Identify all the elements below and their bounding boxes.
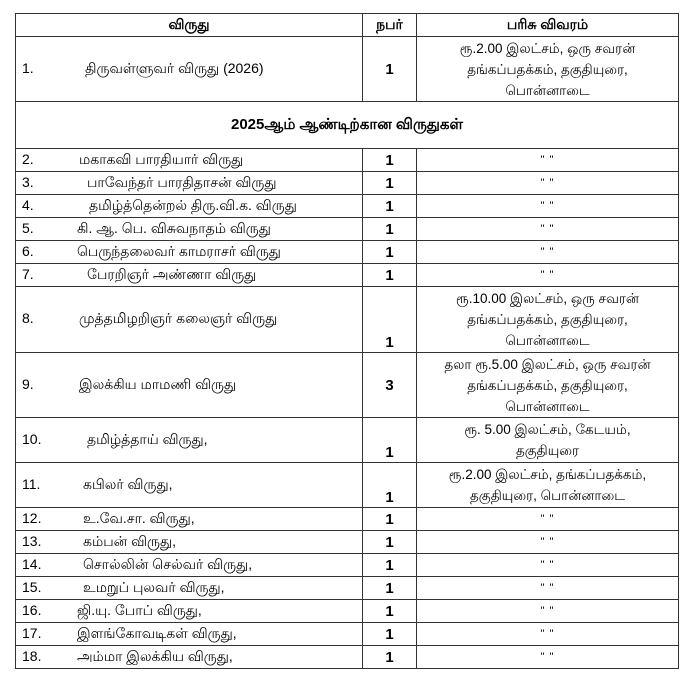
table-row [16, 600, 679, 623]
prize-details: " " [417, 508, 679, 531]
award-name: தமிழ்த்தென்றல் திரு.வி.க. விருது [89, 196, 297, 213]
row-number: 18. [22, 647, 42, 664]
award-count: 1 [363, 149, 417, 172]
table-row [16, 353, 679, 418]
award-name: இலக்கிய மாமணி விருது [79, 375, 237, 392]
header-count: நபர் [363, 14, 417, 37]
prize-details: தலா ரூ.5.00 இலட்சம், ஒரு சவரன் தங்கப்பதக்கம், தகுதியுரை, பொன்னாடை [417, 353, 679, 418]
row-number: 6. [22, 242, 34, 259]
row-number: 14. [22, 555, 42, 572]
header-award: விருது [16, 14, 363, 37]
award-count: 1 [363, 463, 417, 508]
row-number: 5. [22, 219, 34, 236]
prize-details: " " [417, 241, 679, 264]
award-count: 1 [363, 287, 417, 353]
award-name-cell [16, 287, 363, 353]
row-number: 11. [22, 475, 41, 492]
award-name: திருவள்ளுவர் விருது (2026) [85, 59, 264, 76]
table-row [16, 418, 679, 463]
award-name: கி. ஆ. பெ. விசுவநாதம் விருது [77, 219, 271, 236]
award-name-cell [16, 353, 363, 418]
award-count: 1 [363, 577, 417, 600]
table-row [16, 264, 679, 287]
award-count: 1 [363, 218, 417, 241]
table-row [16, 508, 679, 531]
table-row [16, 577, 679, 600]
prize-details: " " [417, 195, 679, 218]
award-name-cell [16, 646, 363, 669]
award-count: 1 [363, 531, 417, 554]
award-name: பேரறிஞர் அண்ணா விருது [87, 265, 257, 282]
awards-table [15, 13, 679, 669]
award-name-cell [16, 264, 363, 287]
table-row [16, 623, 679, 646]
table-row [16, 241, 679, 264]
table-header-row [16, 14, 679, 37]
row-number: 8. [22, 310, 34, 326]
prize-details: " " [417, 646, 679, 669]
prize-details: " " [417, 149, 679, 172]
award-name-cell [16, 172, 363, 195]
prize-details: " " [417, 554, 679, 577]
prize-details: ரூ. 5.00 இலட்சம், கேடயம், தகுதியுரை [417, 418, 679, 463]
table-row [16, 172, 679, 195]
prize-details: " " [417, 264, 679, 287]
prize-details: " " [417, 531, 679, 554]
row-number: 13. [22, 532, 42, 549]
award-name: பெருந்தலைவர் காமராசர் விருது [77, 242, 281, 259]
award-count: 1 [363, 172, 417, 195]
prize-details: " " [417, 600, 679, 623]
award-name: கபிலர் விருது, [83, 475, 173, 492]
table-row [16, 554, 679, 577]
prize-details: ரூ.10.00 இலட்சம், ஒரு சவரன் தங்கப்பதக்கம், தகுதியுரை, பொன்னாடை [417, 287, 679, 353]
award-name-cell [16, 149, 363, 172]
award-name-cell [16, 554, 363, 577]
award-count: 1 [363, 37, 417, 102]
award-name-cell [16, 508, 363, 531]
table-row [16, 37, 679, 102]
award-name: உமறுப் புலவர் விருது, [83, 578, 225, 595]
award-count: 1 [363, 554, 417, 577]
award-name: சொல்லின் செல்வர் விருது, [83, 555, 253, 572]
award-count: 1 [363, 508, 417, 531]
award-count: 1 [363, 646, 417, 669]
row-number: 17. [22, 624, 42, 641]
award-count: 1 [363, 241, 417, 264]
row-number: 7. [22, 265, 34, 282]
award-name-cell [16, 531, 363, 554]
prize-details: " " [417, 172, 679, 195]
row-number: 15. [22, 578, 42, 595]
award-name-cell [16, 623, 363, 646]
prize-details: " " [417, 577, 679, 600]
prize-details: ரூ.2.00 இலட்சம், ஒரு சவரன் தங்கப்பதக்கம், தகுதியுரை, பொன்னாடை [417, 37, 679, 102]
prize-details: ரூ.2.00 இலட்சம், தங்கப்பதக்கம், தகுதியுரை, பொன்னாடை [417, 463, 679, 508]
award-name: தமிழ்த்தாய் விருது, [87, 430, 208, 447]
award-name-cell [16, 600, 363, 623]
award-name-cell [16, 218, 363, 241]
award-name-cell [16, 463, 363, 508]
prize-details: " " [417, 623, 679, 646]
award-name: இளங்கோவடிகள் விருது, [77, 624, 237, 641]
award-name-cell [16, 577, 363, 600]
row-number: 4. [22, 196, 34, 213]
section-header-row [16, 102, 679, 149]
prize-details: " " [417, 218, 679, 241]
award-name-cell [16, 195, 363, 218]
table-row [16, 218, 679, 241]
award-count: 1 [363, 195, 417, 218]
table-row [16, 646, 679, 669]
row-number: 10. [22, 430, 42, 447]
row-number: 3. [22, 173, 34, 190]
header-prize: பரிசு விவரம் [417, 14, 679, 37]
section-title: 2025ஆம் ஆண்டிற்கான விருதுகள் [16, 102, 679, 149]
row-number: 2. [22, 150, 34, 167]
table-row [16, 287, 679, 353]
award-count: 3 [363, 353, 417, 418]
award-name: அம்மா இலக்கிய விருது, [77, 647, 233, 664]
award-name: முத்தமிழறிஞர் கலைஞர் விருது [79, 310, 278, 326]
awards-rows [16, 149, 679, 669]
award-name: உ.வே.சா. விருது, [83, 509, 195, 526]
award-name: பாவேந்தர் பாரதிதாசன் விருது [87, 173, 277, 190]
award-name-cell [16, 418, 363, 463]
row-number: 16. [22, 601, 42, 618]
award-name: ஜி.யு. போப் விருது, [77, 601, 202, 618]
row-number: 9. [22, 375, 34, 392]
award-name: மகாகவி பாரதியார் விருது [79, 150, 244, 167]
award-name-cell [16, 241, 363, 264]
award-name: கம்பன் விருது, [83, 532, 177, 549]
award-count: 1 [363, 623, 417, 646]
table-row [16, 149, 679, 172]
table-row [16, 463, 679, 508]
table-row [16, 531, 679, 554]
award-count: 1 [363, 600, 417, 623]
award-count: 1 [363, 264, 417, 287]
award-name-cell [16, 37, 363, 102]
table-row [16, 195, 679, 218]
award-count: 1 [363, 418, 417, 463]
row-number: 12. [22, 509, 42, 526]
row-number: 1. [22, 59, 34, 76]
